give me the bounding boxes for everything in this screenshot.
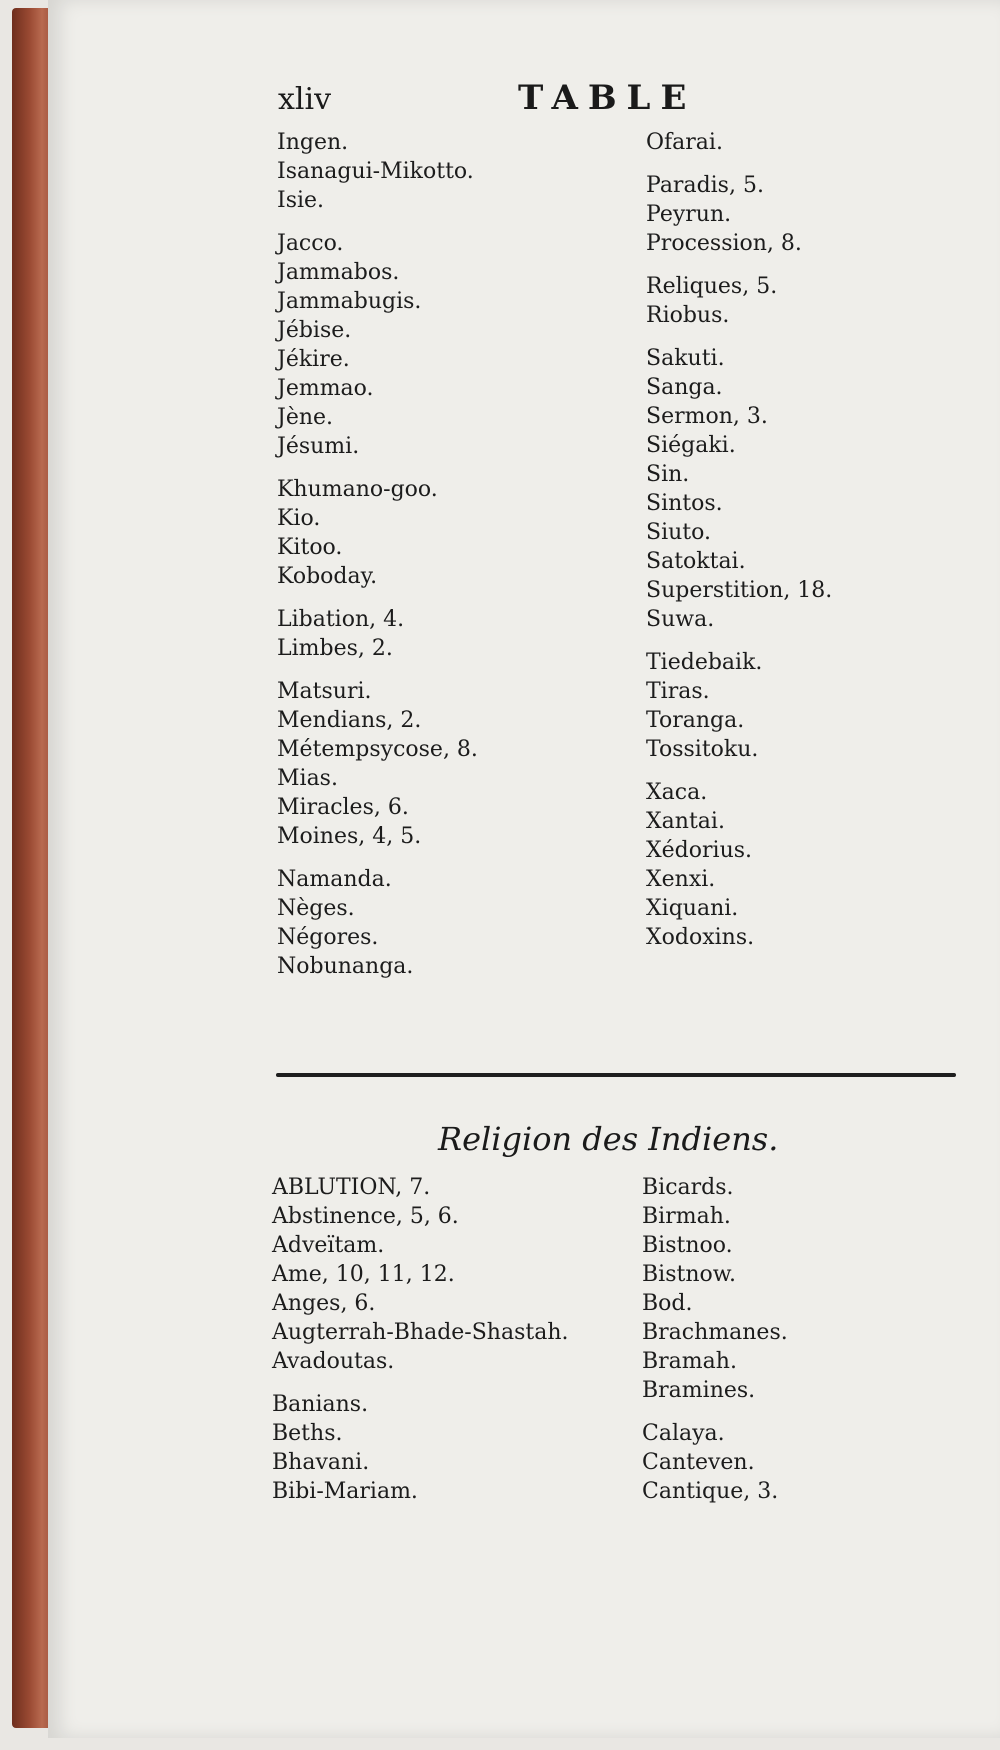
index-entry: Libation, 4. [277,607,405,632]
index-entry: Limbes, 2. [277,636,393,661]
index-entry: Isie. [277,188,325,213]
index-spacer [646,764,832,778]
index-entry: Jammabos. [277,260,400,285]
index-entry: Jacco. [277,231,344,256]
index-entry: Abstinence, 5, 6. [272,1204,459,1229]
index-spacer [277,461,478,475]
index-spacer [642,1405,788,1419]
index-entry: Jammabugis. [277,289,422,314]
index-entry: Moines, 4, 5. [277,824,422,849]
index-entry: Adveïtam. [272,1233,385,1258]
page-number: xliv [278,82,332,117]
index-entry: Mias. [277,766,338,791]
index-entry: Jébise. [277,318,352,343]
index-entry: Bicards. [642,1175,734,1200]
index-entry: Tiras. [646,679,710,704]
index-entry: Nobunanga. [277,954,414,979]
index-entry: Bramah. [642,1349,737,1374]
index-entry: Bod. [642,1291,693,1316]
index-entry: Tossitoku. [646,737,759,762]
index-entry: Ingen. [277,130,349,155]
index-entry: Suwa. [646,607,715,632]
running-header [48,78,1000,126]
index-entry: Ame, 10, 11, 12. [272,1262,455,1287]
section-heading: Religion des Indiens. [438,1120,779,1158]
index-entry: Négores. [277,925,379,950]
index-entry: Koboday. [277,564,378,589]
running-title: TABLE [518,78,697,118]
index-entry: Métempsycose, 8. [277,737,478,762]
book-page [48,0,1000,1738]
index-entry: Tiedebaik. [646,650,763,675]
index-entry: Birmah. [642,1204,731,1229]
index-entry: Xodoxins. [646,925,755,950]
index-entry: Matsuri. [277,679,372,704]
index-spacer [277,851,478,865]
index-entry: Sermon, 3. [646,404,768,429]
index-entry: Xiquani. [646,896,739,921]
index-entry: Jemmao. [277,376,374,401]
index-entry: Ofarai. [646,130,723,155]
index-column-2 [646,128,832,952]
index-entry: Jène. [277,405,334,430]
index-entry: Sin. [646,462,690,487]
index-entry: Namanda. [277,867,392,892]
index-entry: Brachmanes. [642,1320,788,1345]
index-entry: Beths. [272,1421,343,1446]
index-entry: Superstition, 18. [646,578,833,603]
index-spacer [646,634,832,648]
index-entry: Siuto. [646,520,711,545]
index-entry: Nèges. [277,896,355,921]
index-entry: Kitoo. [277,535,343,560]
index-entry: ABLUTION, 7. [272,1175,431,1200]
index-entry: Bistnoo. [642,1233,733,1258]
index-entry: Xédorius. [646,838,753,863]
index-entry: Satoktai. [646,549,746,574]
index-entry: Mendians, 2. [277,708,422,733]
index-entry: Bramines. [642,1378,756,1403]
index-entry: Miracles, 6. [277,795,409,820]
index-entry: Sanga. [646,375,723,400]
index-entry: Sintos. [646,491,723,516]
index-entry: Kio. [277,506,321,531]
index-entry: Jésumi. [277,434,360,459]
index-spacer [277,663,478,677]
index-entry: Canteven. [642,1450,755,1475]
index-entry: Riobus. [646,303,730,328]
index-entry: Xaca. [646,780,708,805]
index-entry: Khumano-goo. [277,477,438,502]
section-divider-rule [276,1073,956,1077]
index-entry: Cantique, 3. [642,1479,779,1504]
section-column-1 [272,1173,569,1506]
index-spacer [272,1376,569,1390]
index-entry: Bistnow. [642,1262,736,1287]
section-column-2 [642,1173,788,1506]
index-entry: Toranga. [646,708,745,733]
index-entry: Calaya. [642,1421,725,1446]
index-spacer [277,591,478,605]
index-entry: Bhavani. [272,1450,370,1475]
index-entry: Bibi-Mariam. [272,1479,418,1504]
index-entry: Banians. [272,1392,369,1417]
index-entry: Sakuti. [646,346,725,371]
index-entry: Siégaki. [646,433,736,458]
index-entry: Reliques, 5. [646,274,778,299]
index-spacer [277,215,478,229]
index-spacer [646,157,832,171]
index-entry: Peyrun. [646,202,732,227]
index-spacer [646,330,832,344]
index-entry: Isanagui-Mikotto. [277,159,474,184]
index-spacer [646,258,832,272]
index-entry: Anges, 6. [272,1291,376,1316]
index-entry: Xantai. [646,809,725,834]
index-column-1 [277,128,478,981]
index-entry: Paradis, 5. [646,173,764,198]
index-entry: Augterrah-Bhade-Shastah. [272,1320,569,1345]
index-entry: Procession, 8. [646,231,802,256]
index-entry: Xenxi. [646,867,716,892]
index-entry: Jékire. [277,347,350,372]
index-entry: Avadoutas. [272,1349,395,1374]
